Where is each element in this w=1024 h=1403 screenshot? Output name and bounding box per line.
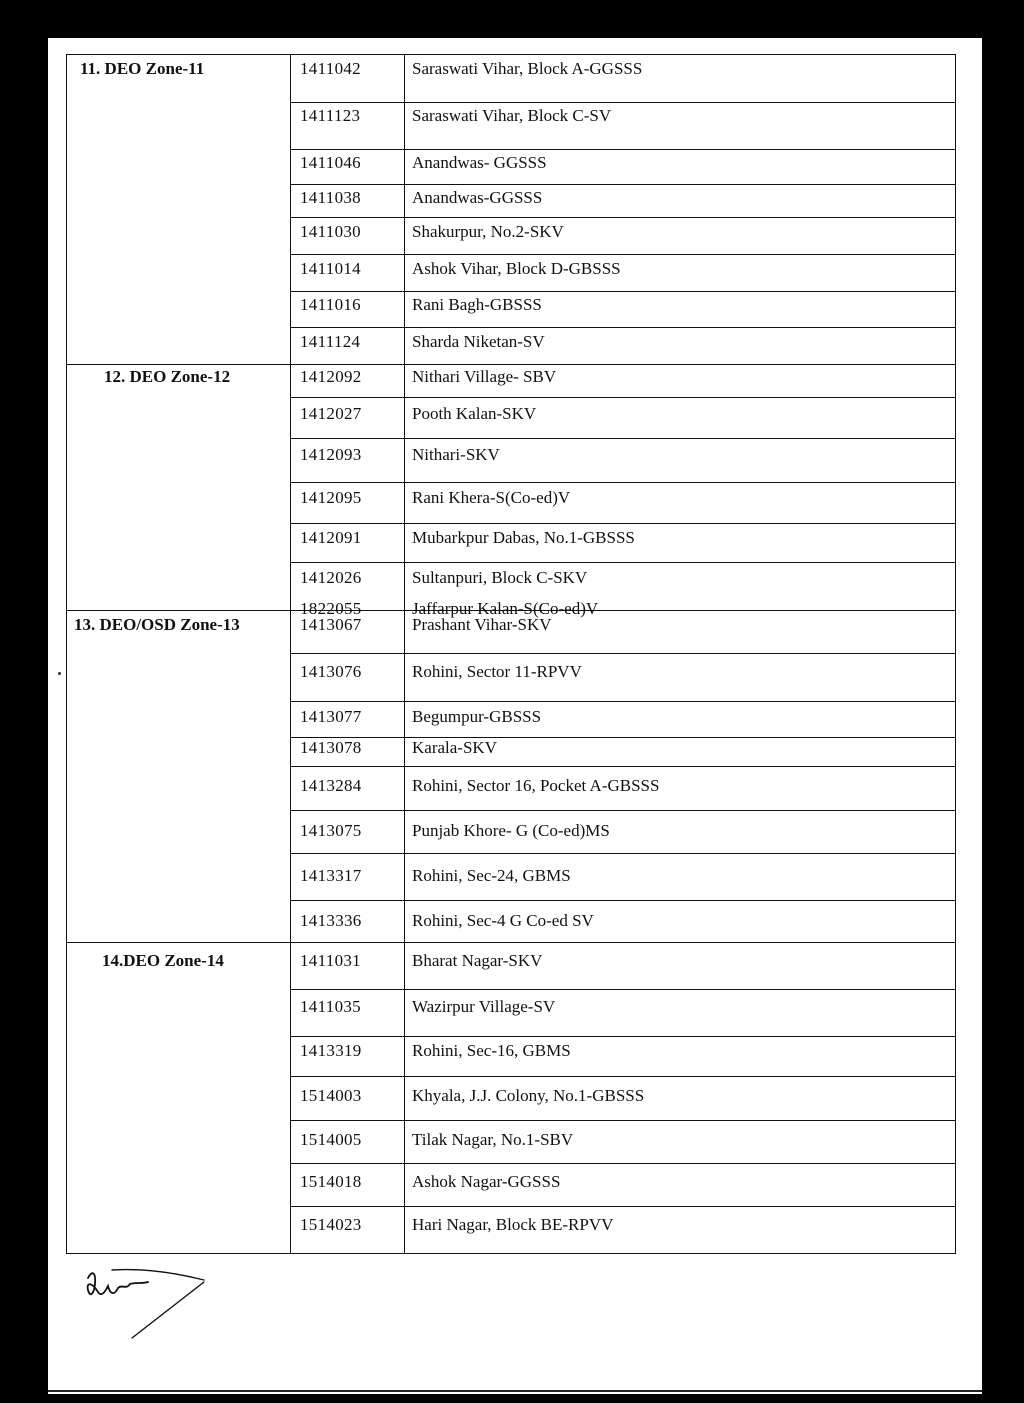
school-code: 1514003 (300, 1086, 362, 1105)
row-divider (290, 989, 956, 990)
school-code: 1411038 (300, 188, 361, 207)
row-divider (290, 184, 956, 185)
school-name: Nithari-SKV (412, 445, 500, 464)
table-border-bottom (66, 1253, 956, 1254)
row-divider (290, 149, 956, 150)
school-name: Rani Bagh-GBSSS (412, 295, 542, 314)
school-code: 1413075 (300, 821, 362, 840)
row-divider (290, 327, 956, 328)
row-divider (290, 523, 956, 524)
row-divider (290, 1163, 956, 1164)
row-divider (290, 102, 956, 103)
zone-label: 14.DEO Zone-14 (102, 951, 224, 970)
school-name: Nithari Village- SBV (412, 367, 557, 386)
school-code: 1514005 (300, 1130, 362, 1149)
row-divider (290, 482, 956, 483)
school-code: 1411124 (300, 332, 361, 351)
school-name: Bharat Nagar-SKV (412, 951, 543, 970)
row-divider (290, 1076, 956, 1077)
column-divider-code (290, 54, 291, 1254)
school-code: 1413076 (300, 662, 362, 681)
school-name: Rohini, Sector 11-RPVV (412, 662, 582, 681)
school-name: Sultanpuri, Block C-SKV (412, 568, 588, 587)
school-name: Sharda Niketan-SV (412, 332, 545, 351)
zone-label: 13. DEO/OSD Zone-13 (74, 615, 240, 634)
column-divider-school (404, 54, 405, 1254)
row-divider (290, 397, 956, 398)
zone-label: 12. DEO Zone-12 (104, 367, 231, 386)
school-name: Punjab Khore- G (Co-ed)MS (412, 821, 610, 840)
signature-icon (82, 1260, 232, 1350)
school-code: 1411042 (300, 59, 361, 78)
school-name: Rohini, Sec-4 G Co-ed SV (412, 911, 594, 930)
school-name: Ashok Vihar, Block D-GBSSS (412, 259, 621, 278)
school-name: Saraswati Vihar, Block A-GGSSS (412, 59, 643, 78)
school-code: 1411123 (300, 106, 361, 125)
school-code: 1514023 (300, 1215, 362, 1234)
zone-label: 11. DEO Zone-11 (80, 59, 205, 78)
row-divider (290, 766, 956, 767)
school-code: 1412092 (300, 367, 362, 386)
school-name: Hari Nagar, Block BE-RPVV (412, 1215, 614, 1234)
school-code: 1411035 (300, 997, 361, 1016)
school-code: 1413319 (300, 1041, 362, 1060)
school-name: Anandwas- GGSSS (412, 153, 547, 172)
row-divider (290, 653, 956, 654)
stray-mark (58, 672, 61, 675)
school-name: Saraswati Vihar, Block C-SV (412, 106, 612, 125)
school-code: 1413078 (300, 738, 362, 757)
school-name: Mubarkpur Dabas, No.1-GBSSS (412, 528, 635, 547)
school-name: Rohini, Sector 16, Pocket A-GBSSS (412, 776, 660, 795)
school-code: 1412027 (300, 404, 362, 423)
school-code: 1413284 (300, 776, 362, 795)
school-name: Shakurpur, No.2-SKV (412, 222, 564, 241)
school-code: 1413077 (300, 707, 362, 726)
row-divider (290, 737, 956, 738)
school-name: Prashant Vihar-SKV (412, 615, 552, 634)
school-code: 1411046 (300, 153, 361, 172)
row-divider (290, 562, 956, 563)
row-divider (290, 217, 956, 218)
row-divider (290, 900, 956, 901)
school-code: 1822055 (300, 599, 362, 618)
school-name: Khyala, J.J. Colony, No.1-GBSSS (412, 1086, 645, 1105)
table-border-top (66, 54, 956, 55)
school-name: Rani Khera-S(Co-ed)V (412, 488, 571, 507)
row-divider (290, 1120, 956, 1121)
row-divider (290, 291, 956, 292)
school-name: Wazirpur Village-SV (412, 997, 556, 1016)
school-code: 1411030 (300, 222, 361, 241)
footer-rule (48, 1390, 982, 1392)
school-code: 1411014 (300, 259, 361, 278)
school-name: Begumpur-GBSSS (412, 707, 542, 726)
school-code: 1411031 (300, 951, 361, 970)
table-border-right (955, 54, 956, 1254)
row-divider (290, 810, 956, 811)
school-name: Tilak Nagar, No.1-SBV (412, 1130, 574, 1149)
table-border-left (66, 54, 67, 1254)
school-name: Anandwas-GGSSS (412, 188, 543, 207)
school-name: Rohini, Sec-24, GBMS (412, 866, 571, 885)
school-code: 1413336 (300, 911, 362, 930)
row-divider (290, 438, 956, 439)
school-code: 1411016 (300, 295, 361, 314)
school-code: 1412091 (300, 528, 362, 547)
row-divider (290, 1206, 956, 1207)
school-code: 1514018 (300, 1172, 362, 1191)
row-divider (290, 853, 956, 854)
row-divider (290, 701, 956, 702)
school-code: 1412093 (300, 445, 362, 464)
school-name: Pooth Kalan-SKV (412, 404, 537, 423)
zone-divider (66, 364, 956, 365)
school-code: 1412026 (300, 568, 362, 587)
school-name: Ashok Nagar-GGSSS (412, 1172, 561, 1191)
school-zone-table (66, 54, 956, 1254)
zone-divider (66, 942, 956, 943)
school-code: 1413317 (300, 866, 362, 885)
document-page (48, 38, 982, 1394)
school-name: Karala-SKV (412, 738, 497, 757)
row-divider (290, 254, 956, 255)
row-divider (290, 1036, 956, 1037)
school-name: Rohini, Sec-16, GBMS (412, 1041, 571, 1060)
school-name: Jaffarpur Kalan-S(Co-ed)V (412, 599, 599, 618)
school-code: 1413067 (300, 615, 362, 634)
school-code: 1412095 (300, 488, 362, 507)
